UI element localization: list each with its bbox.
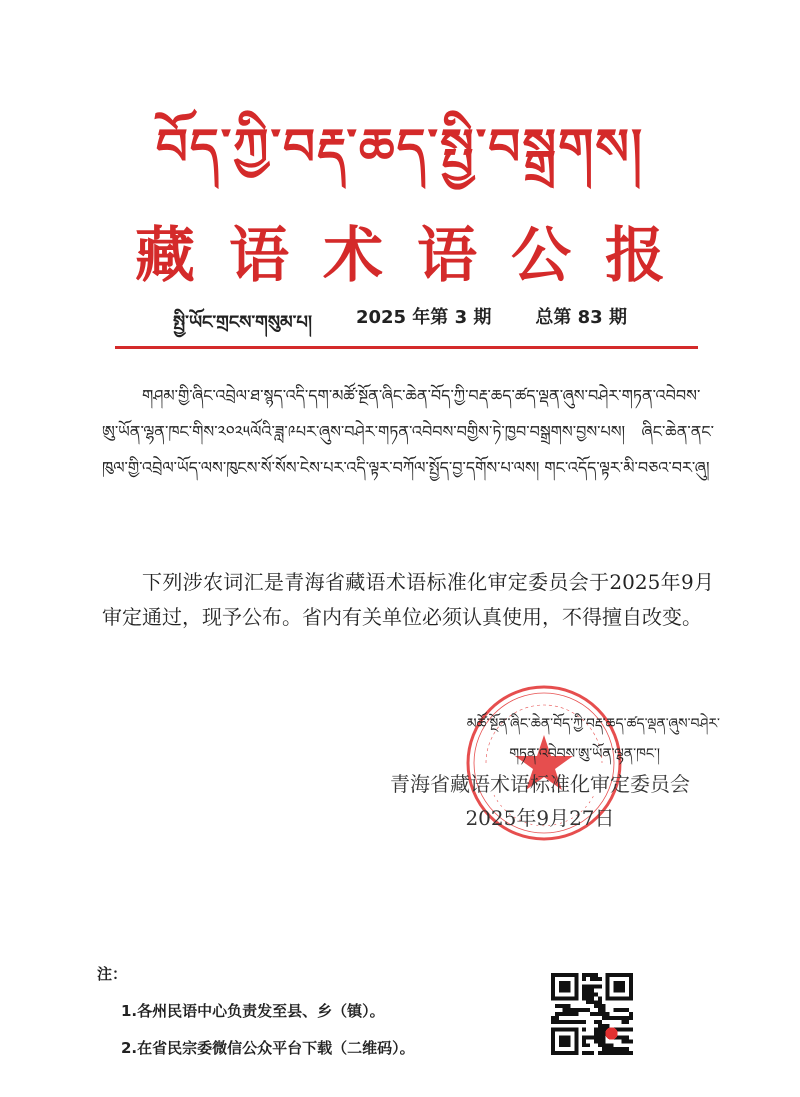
chinese-paragraph: 下列涉农词汇是青海省藏语术语标准化审定委员会于2025年9月审定通过，现予公布。省内有关单位必须认真使用，不得擅自改变。 — [102, 570, 714, 629]
signature-date: 2025年9月27日 — [465, 806, 615, 830]
header-divider — [115, 346, 698, 349]
issue-total: 总第 83 期 — [535, 307, 627, 328]
tibetan-title: བོད་ཀྱི་བརྡ་ཆད་སྤྱི་བསྒྲགས། — [155, 118, 645, 176]
signature-tibetan-line2: གཏན་འབེབས་ཨུ་ཡོན་ལྷན་ཁང་། — [509, 746, 660, 762]
qr-code-icon — [551, 973, 633, 1055]
notes-title: 注： — [97, 965, 128, 983]
note-item: 1.各州民语中心负责发至县、乡（镇）。 — [121, 1002, 385, 1020]
signature-chinese: 青海省藏语术语标准化审定委员会 — [390, 772, 690, 796]
note-item: 2.在省民宗委微信公众平台下载（二维码）。 — [121, 1039, 415, 1057]
issue-tibetan: སྤྱི་ཡོང་གྲངས་གསུམ་པ། — [173, 312, 312, 333]
chinese-title: 藏语术语公报 — [135, 221, 699, 291]
signature-tibetan-line1: མཚོ་སྔོན་ཞིང་ཆེན་བོད་ཀྱི་བརྡ་ཆད་ཚད་ལྡན་ཞུས་བཤེར་ — [466, 716, 720, 732]
issue-year: 2025 年第 3 期 — [355, 307, 492, 328]
tibetan-paragraph: གཤམ་གྱི་ཞིང་འབྲེལ་ཐ་སྙད་འདི་དག་མཚོ་སྔོན་ཞིང་ཆེན་བོད་ཀྱི་བརྡ་ཆད་ཚད་ལྡན་ཞུས་བཤེར་གཏན་འབེབས་ཨུ་ཡོན་ལྷན་ཁང་གིས་༢༠༢༥ལོའི་ཟླ་༩པར་ཞུས་བཤེར་གཏན་འབེབས་བགྱིས་ཏེ་ཁྱབ་བསྒྲགས་བྱས་པས། ཞིང་ཆེན་ནང་ཁུལ་གྱི་འབྲེལ་ཡོད་ལས་ཁུངས་སོ་སོས་ངེས་པར་འདི་ལྟར་བཀོལ་སྤྱོད་བྱ་དགོས་པ་ལས། གང་འདོད་ལྟར་མི་བཅའ་བར་ཞུ། — [102, 386, 714, 477]
